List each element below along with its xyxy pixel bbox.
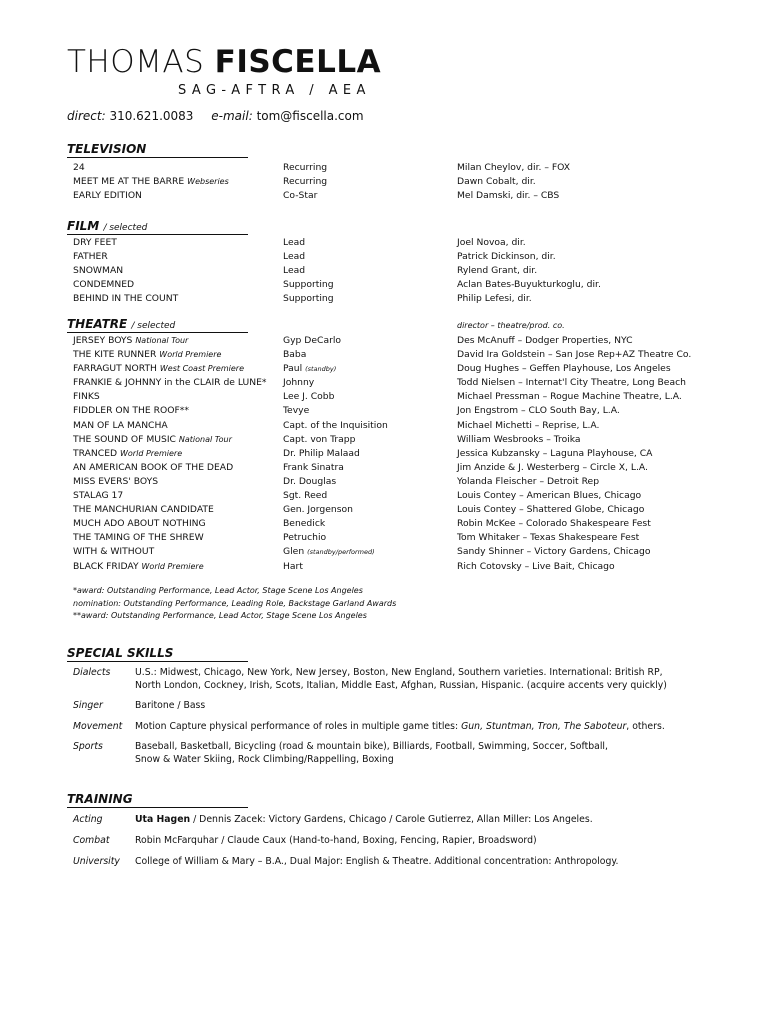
credit-role-text: Petruchio [283, 532, 327, 544]
credit-role-text: Tevye [283, 405, 310, 417]
credit-row [73, 461, 753, 475]
credit-title-text: EARLY EDITION [73, 190, 142, 202]
credit-title [73, 560, 204, 574]
credit-role [283, 419, 388, 433]
skill-text-line: Baseball, Basketball, Bicycling (road & mountain bike), Billiards, Football, Swimming, Soccer, Softball, [135, 741, 608, 752]
credit-role-text: Supporting [283, 293, 334, 305]
credit-role-text: Hart [283, 560, 303, 572]
film-heading-sub: / selected [103, 223, 148, 233]
skill-text [135, 720, 735, 733]
last-name: FISCELLA [214, 44, 382, 80]
skill-label: Singer [73, 700, 103, 711]
credit-title-text: 24 [73, 162, 85, 173]
credit-director: Jessica Kubzansky – Laguna Playhouse, CA [457, 447, 653, 459]
credit-role-text: Recurring [283, 162, 328, 173]
credit-director: Rylend Grant, dir. [457, 265, 538, 277]
credit-role [283, 531, 326, 545]
credit-director: Patrick Dickinson, dir. [457, 251, 556, 263]
credit-row [73, 362, 753, 376]
credit-director: David Ira Goldstein – San Jose Rep+AZ Theatre Co. [457, 349, 692, 361]
contact-line [67, 109, 364, 123]
credit-role-text: Glen [283, 546, 305, 558]
credit-title [73, 334, 188, 348]
credit-role [283, 404, 309, 418]
credit-title [73, 517, 206, 531]
credit-director: Jon Engstrom – CLO South Bay, L.A. [457, 405, 620, 417]
credit-title-text: JERSEY BOYS [73, 335, 133, 346]
direct-label: direct: [67, 109, 106, 123]
credit-row [73, 175, 753, 189]
credit-role [283, 447, 360, 461]
credit-title [73, 419, 168, 433]
skill-label: Dialects [73, 667, 111, 678]
skill-text-line: Snow & Water Skiing, Rock Climbing/Rappelling, Boxing [135, 754, 394, 765]
theatre-credits [73, 334, 753, 574]
credit-role [283, 292, 334, 306]
skill-label: Movement [73, 721, 123, 732]
credit-role [283, 175, 327, 189]
credit-role [283, 560, 303, 574]
credit-role-text: Supporting [283, 279, 334, 291]
credit-title [73, 433, 232, 447]
skill-text: Baritone / Bass [135, 700, 206, 711]
credit-role [283, 475, 336, 489]
credit-director: Des McAnuff – Dodger Properties, NYC [457, 335, 633, 346]
credit-row [73, 531, 753, 545]
credit-director: Louis Contey – Shattered Globe, Chicago [457, 504, 645, 516]
credit-row [73, 503, 753, 517]
union-affiliations: SAG-AFTRA / AEA [178, 83, 371, 98]
credit-role [283, 433, 355, 447]
game-titles: Gun, Stuntman, Tron, The Saboteur [461, 721, 627, 732]
credit-tag: World Premiere [159, 350, 222, 360]
credit-role-text: Capt. of the Inquisition [283, 419, 388, 431]
credit-row [73, 517, 753, 531]
credit-row [73, 545, 753, 559]
credit-title [73, 362, 244, 376]
credit-title [73, 175, 229, 189]
skill-text [135, 740, 735, 766]
credit-role [283, 376, 314, 390]
film-credits [73, 236, 753, 306]
award-notes [73, 585, 396, 623]
credit-title-text: MAN OF LA MANCHA [73, 419, 168, 431]
credit-role-text: Johnny [283, 377, 315, 389]
credit-director: Michael Michetti – Reprise, L.A. [457, 419, 600, 431]
television-heading-text: TELEVISION [67, 142, 147, 156]
credit-director: Tom Whitaker – Texas Shakespeare Fest [457, 532, 640, 544]
credit-role-note: (standby) [305, 365, 337, 374]
credit-title-text: THE MANCHURIAN CANDIDATE [73, 504, 214, 516]
credit-title-text: BLACK FRIDAY [73, 560, 139, 572]
special-skills-heading-text: SPECIAL SKILLS [67, 646, 174, 660]
credit-role-text: Gen. Jorgenson [283, 504, 353, 516]
credit-role [283, 264, 305, 278]
credit-title-text: AN AMERICAN BOOK OF THE DEAD [73, 461, 234, 473]
credit-director: Aclan Bates-Buyukturkoglu, dir. [457, 279, 601, 291]
credit-title [73, 503, 214, 517]
credit-title-text: THE TAMING OF THE SHREW [73, 532, 204, 544]
credit-role [283, 161, 327, 175]
credit-title-text: MISS EVERS' BOYS [73, 475, 159, 487]
credit-role [283, 236, 305, 250]
first-name: THOMAS [67, 44, 205, 80]
credit-director: Sandy Shinner – Victory Gardens, Chicago [457, 546, 651, 558]
credit-director: William Wesbrooks – Troika [457, 433, 581, 445]
credit-director: Louis Contey – American Blues, Chicago [457, 490, 642, 502]
actor-name [67, 44, 381, 80]
credit-role [283, 461, 344, 475]
credit-row [73, 475, 753, 489]
training-label: Combat [73, 835, 110, 846]
credit-title [73, 489, 123, 503]
credit-role-text: Recurring [283, 176, 328, 188]
skill-label: Sports [73, 741, 103, 752]
credit-role [283, 250, 305, 264]
credit-role-text: Lead [283, 265, 306, 277]
credit-director: Todd Nielsen – Internat'l City Theatre, Long Beach [457, 377, 686, 389]
skill-text-part: Motion Capture physical performance of roles in multiple game titles: [135, 721, 462, 732]
credit-title-text: FIDDLER ON THE ROOF** [73, 405, 189, 417]
credit-title [73, 447, 182, 461]
credit-director: Mel Damski, dir. – CBS [457, 190, 560, 202]
credit-title [73, 264, 123, 278]
phone-number: 310.621.0083 [109, 109, 194, 123]
training-teacher: Uta Hagen [135, 814, 191, 825]
email-address[interactable]: tom@fiscella.com [256, 109, 364, 123]
credit-title [73, 292, 178, 306]
film-heading [67, 219, 248, 235]
credit-title [73, 475, 158, 489]
credit-role-text: Baba [283, 349, 307, 361]
credit-title [73, 278, 134, 292]
email-label: e-mail: [211, 109, 253, 123]
credit-row [73, 404, 753, 418]
credit-row [73, 390, 753, 404]
credit-director: Michael Pressman – Rogue Machine Theatre, L.A. [457, 391, 682, 403]
theatre-heading-sub: / selected [131, 321, 176, 331]
skill-text-line: North London, Cockney, Irish, Scots, Italian, Middle East, Afghan, Russian, Hispanic. (acquire accents very quickly) [135, 680, 667, 691]
credit-row [73, 433, 753, 447]
credit-role [283, 517, 325, 531]
credit-title [73, 236, 117, 250]
credit-title-text: STALAG 17 [73, 490, 124, 502]
credit-title-text: BEHIND IN THE COUNT [73, 293, 179, 305]
training-label: University [73, 856, 120, 867]
credit-title [73, 348, 221, 362]
credit-row [73, 348, 753, 362]
award-note: *award: Outstanding Performance, Lead Actor, Stage Scene Los Angeles [73, 586, 363, 595]
training-text [135, 813, 735, 826]
credit-row [73, 161, 753, 175]
credit-role-note: (standby/performed) [307, 548, 375, 557]
credit-director: Doug Hughes – Geffen Playhouse, Los Angeles [457, 363, 671, 375]
credit-title-text: MUCH ADO ABOUT NOTHING [73, 518, 206, 530]
credit-row [73, 189, 753, 203]
credit-director: Rich Cotovsky – Live Bait, Chicago [457, 560, 615, 572]
credit-title [73, 404, 189, 418]
credit-role-text: Dr. Philip Malaad [283, 447, 360, 459]
credit-director: Milan Cheylov, dir. – FOX [457, 162, 571, 173]
credit-row [73, 489, 753, 503]
credit-role [283, 189, 317, 203]
theatre-credit-header: director – theatre/prod. co. [457, 321, 565, 330]
credit-title-text: THE SOUND OF MUSIC [73, 433, 176, 445]
credit-tag: National Tour [178, 434, 232, 444]
credit-row [73, 334, 753, 348]
credit-title-text: TRANCED [73, 447, 118, 459]
credit-role-text: Lead [283, 251, 306, 263]
special-skills-heading [67, 646, 248, 662]
television-heading [67, 142, 248, 158]
credit-title [73, 545, 154, 559]
credit-title-text: SNOWMAN [73, 265, 124, 277]
credit-role [283, 503, 353, 517]
credit-row [73, 292, 753, 306]
credit-title-text: FARRAGUT NORTH [73, 363, 157, 375]
credit-tag: West Coast Premiere [159, 364, 244, 374]
credit-tag: World Premiere [141, 561, 204, 571]
credit-tag: National Tour [135, 336, 189, 345]
credit-role-text: Frank Sinatra [283, 461, 344, 473]
theatre-heading-text: THEATRE [67, 317, 128, 331]
credit-title-text: FINKS [73, 391, 100, 403]
credit-row [73, 560, 753, 574]
credit-role-text: Lee J. Cobb [283, 391, 335, 403]
film-heading-text: FILM [67, 219, 100, 233]
training-heading-text: TRAINING [67, 792, 133, 806]
training-label: Acting [73, 814, 103, 825]
credit-role [283, 390, 334, 404]
credit-title-text: CONDEMNED [73, 279, 135, 291]
credit-role-text: Co-Star [283, 190, 318, 202]
training-text: College of William & Mary – B.A., Dual Major: English & Theatre. Additional concentration: Anthropology. [135, 856, 619, 867]
credit-director: Dawn Cobalt, dir. [457, 176, 536, 188]
television-credits [73, 161, 753, 203]
credit-role [283, 348, 306, 362]
credit-title [73, 250, 108, 264]
credit-title [73, 461, 233, 475]
credit-role-text: Capt. von Trapp [283, 433, 356, 445]
credit-role-text: Dr. Douglas [283, 475, 337, 487]
credit-role-text: Paul [283, 363, 303, 375]
training-heading [67, 792, 248, 808]
credit-row [73, 376, 753, 390]
credit-title [73, 189, 142, 203]
credit-tag: World Premiere [120, 448, 183, 458]
theatre-heading [67, 317, 248, 333]
skill-text-part: , others. [626, 721, 665, 732]
award-note: nomination: Outstanding Performance, Leading Role, Backstage Garland Awards [73, 598, 397, 608]
credit-role [283, 362, 336, 376]
credit-director: Robin McKee – Colorado Shakespeare Fest [457, 518, 651, 530]
credit-director: Yolanda Fleischer – Detroit Rep [457, 475, 600, 487]
credit-title-text: FATHER [73, 251, 108, 263]
credit-director: Joel Novoa, dir. [457, 237, 526, 248]
credit-role [283, 278, 334, 292]
credit-row [73, 419, 753, 433]
credit-role [283, 334, 341, 348]
credit-role-text: Lead [283, 237, 306, 248]
credit-role-text: Benedick [283, 518, 326, 530]
credit-row [73, 264, 753, 278]
training-text: Robin McFarquhar / Claude Caux (Hand-to-hand, Boxing, Fencing, Rapier, Broadsword) [135, 835, 537, 846]
credit-director: Jim Anzide & J. Westerberg – Circle X, L.A. [457, 461, 648, 473]
credit-role-text: Gyp DeCarlo [283, 335, 342, 346]
credit-title [73, 390, 100, 404]
credit-title-text: THE KITE RUNNER [73, 349, 157, 361]
credit-row [73, 236, 753, 250]
award-note: **award: Outstanding Performance, Lead Actor, Stage Scene Los Angeles [73, 611, 367, 620]
credit-director: Philip Lefesi, dir. [457, 293, 532, 305]
credit-title-text: MEET ME AT THE BARRE [73, 176, 185, 188]
credit-title [73, 531, 204, 545]
credit-tag: Webseries [187, 177, 229, 187]
credit-title [73, 161, 85, 175]
credit-title-text: WITH & WITHOUT [73, 546, 155, 558]
credit-title-text: DRY FEET [73, 237, 117, 248]
skill-text [135, 666, 735, 692]
training-text-part: / Dennis Zacek: Victory Gardens, Chicago / Carole Gutierrez, Allan Miller: Los Angeles. [190, 814, 593, 825]
credit-title-text: FRANKIE & JOHNNY in the CLAIR de LUNE* [73, 377, 267, 389]
credit-row [73, 447, 753, 461]
credit-role-text: Sgt. Reed [283, 490, 328, 502]
credit-row [73, 278, 753, 292]
credit-role [283, 545, 375, 559]
credit-row [73, 250, 753, 264]
credit-title [73, 376, 267, 390]
credit-role [283, 489, 327, 503]
skill-text-line: U.S.: Midwest, Chicago, New York, New Jersey, Boston, New England, Southern varieties. International: British RP, [135, 667, 663, 678]
